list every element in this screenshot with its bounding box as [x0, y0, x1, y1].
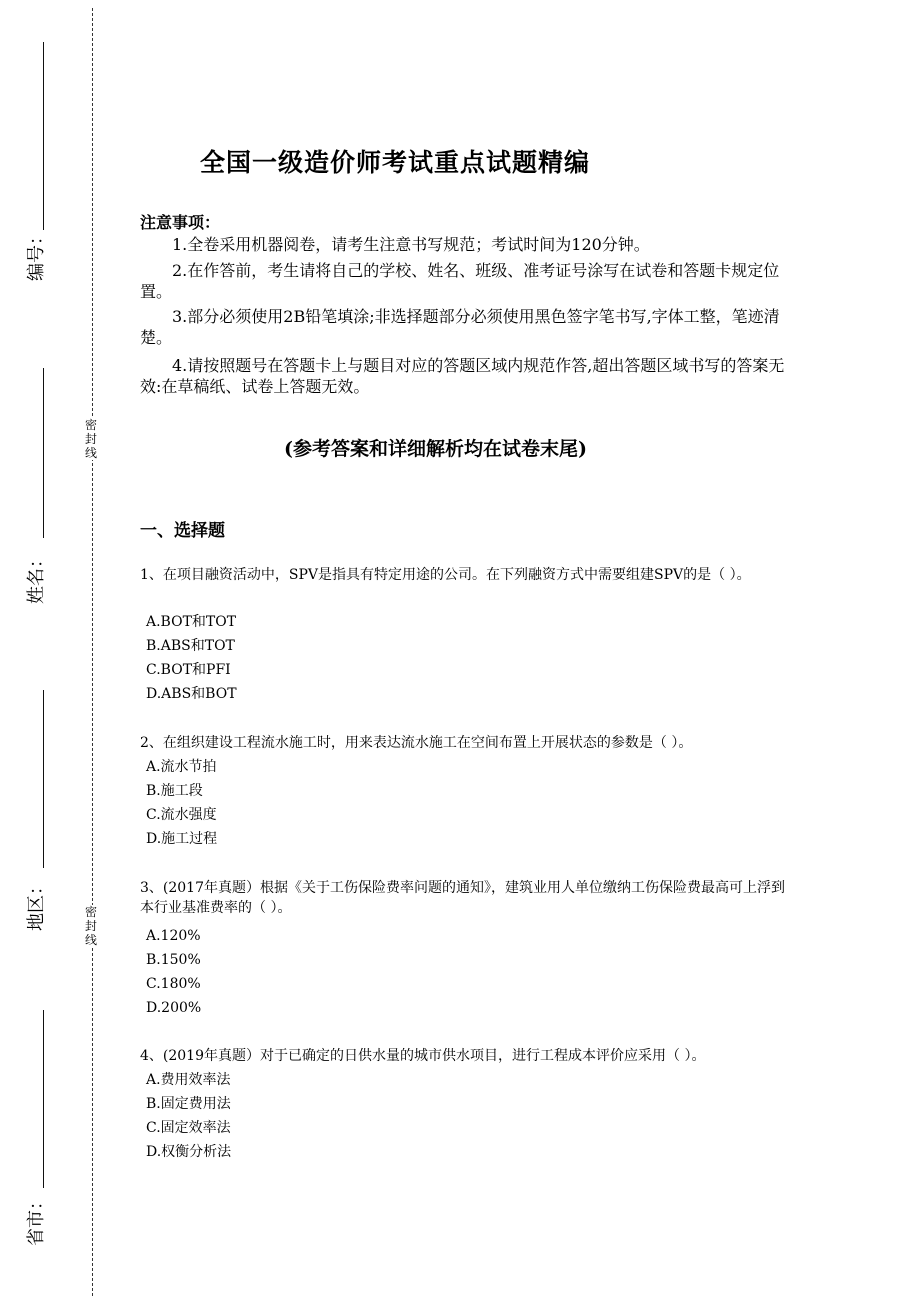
- question-4-option-d: D.权衡分析法: [146, 1144, 232, 1160]
- question-1-option-b: B.ABS和TOT: [146, 638, 235, 654]
- question-2-stem: 2、在组织建设工程流水施工时，用来表达流水施工在空间布置上开展状态的参数是（ ）。: [140, 735, 693, 751]
- question-2-option-a: A.流水节拍: [146, 759, 217, 775]
- field-label-name: 姓名：: [26, 550, 47, 604]
- question-4-stem: 4、(2019年真题）对于已确定的日供水量的城市供水项目，进行工程成本评价应采用（ ）。: [140, 1048, 706, 1064]
- note-item-3: 3.部分必须使用2B铅笔填涂;非选择题部分必须使用黑色签字笔书写,字体工整，笔迹清楚。: [140, 307, 780, 347]
- note-item-1: 1.全卷采用机器阅卷，请考生注意书写规范；考试时间为120分钟。: [172, 235, 650, 254]
- question-1-option-c: C.BOT和PFI: [146, 662, 231, 678]
- page-title: 全国一级造价师考试重点试题精编: [200, 148, 591, 177]
- field-line-province: [43, 1010, 44, 1188]
- field-label-region: 地区：: [26, 877, 47, 931]
- question-3-option-b: B.150%: [146, 952, 201, 968]
- note-item-4: 4.请按照题号在答题卡上与题目对应的答题区域内规范作答,超出答题区域书写的答案无效:在草稿纸、试卷上答题无效。: [140, 356, 785, 396]
- question-4-option-c: C.固定效率法: [146, 1120, 231, 1136]
- question-2-option-c: C.流水强度: [146, 807, 217, 823]
- question-1-option-a: A.BOT和TOT: [146, 614, 237, 630]
- answer-note: (参考答案和详细解析均在试卷末尾): [284, 438, 587, 460]
- field-label-province: 省市：: [26, 1192, 47, 1246]
- question-4-option-a: A.费用效率法: [146, 1072, 231, 1088]
- question-1-option-d: D.ABS和BOT: [146, 686, 237, 702]
- section-title: 一、选择题: [140, 521, 225, 541]
- question-1-stem: 1、在项目融资活动中，SPV是指具有特定用途的公司。在下列融资方式中需要组建SPV的是（ ）。: [140, 567, 751, 583]
- field-line-number: [43, 42, 44, 230]
- seal-dashed-line: [92, 8, 93, 1296]
- question-3-option-c: C.180%: [146, 976, 201, 992]
- question-2-option-d: D.施工过程: [146, 831, 218, 847]
- question-4-option-b: B.固定费用法: [146, 1096, 231, 1112]
- note-item-2: 2.在作答前，考生请将自己的学校、姓名、班级、准考证号涂写在试卷和答题卡规定位置。: [140, 261, 780, 301]
- seal-text-upper: 密封线: [82, 418, 100, 460]
- question-3-option-a: A.120%: [146, 928, 201, 944]
- field-label-number: 编号：: [26, 227, 47, 281]
- seal-text-lower: 密封线: [82, 905, 100, 947]
- question-2-option-b: B.施工段: [146, 783, 203, 799]
- field-line-region: [43, 690, 44, 868]
- notes-heading: 注意事项：: [140, 213, 221, 232]
- question-3-option-d: D.200%: [146, 1000, 202, 1016]
- field-line-name: [43, 368, 44, 538]
- question-3-stem: 3、(2017年真题）根据《关于工伤保险费率问题的通知》，建筑业用人单位缴纳工伤保险费最高可上浮到本行业基准费率的（ ）。: [140, 880, 785, 916]
